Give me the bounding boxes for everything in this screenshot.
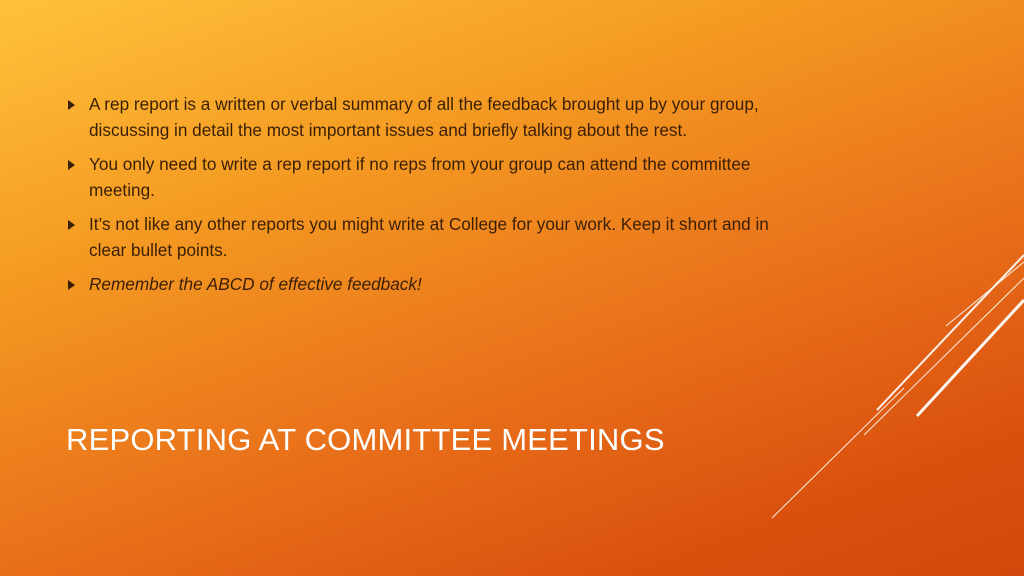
triangle-bullet-icon bbox=[68, 280, 75, 290]
slide-title: REPORTING AT COMMITTEE MEETINGS bbox=[66, 422, 665, 457]
bullet-text: A rep report is a written or verbal summary of all the feedback brought up by your group, discussing in detail the most important issues and briefly talking about the rest. bbox=[89, 94, 759, 140]
bullet-item-4 bbox=[66, 272, 786, 298]
triangle-bullet-icon bbox=[68, 220, 75, 230]
bullet-list bbox=[66, 92, 786, 307]
bullet-item-1 bbox=[66, 92, 786, 143]
bullet-text: You only need to write a rep report if no reps from your group can attend the committee meeting. bbox=[89, 154, 751, 200]
decorative-line bbox=[877, 255, 1024, 410]
decorative-line bbox=[772, 388, 904, 518]
bullet-text: It’s not like any other reports you might write at College for your work. Keep it short and in clear bullet points. bbox=[89, 214, 769, 260]
bullet-item-2 bbox=[66, 152, 786, 203]
bullet-item-3 bbox=[66, 212, 786, 263]
decorative-line bbox=[946, 262, 1024, 326]
triangle-bullet-icon bbox=[68, 160, 75, 170]
triangle-bullet-icon bbox=[68, 100, 75, 110]
bullet-text: Remember the ABCD of effective feedback! bbox=[89, 274, 422, 294]
decorative-line bbox=[864, 278, 1024, 435]
decorative-line bbox=[917, 300, 1024, 416]
